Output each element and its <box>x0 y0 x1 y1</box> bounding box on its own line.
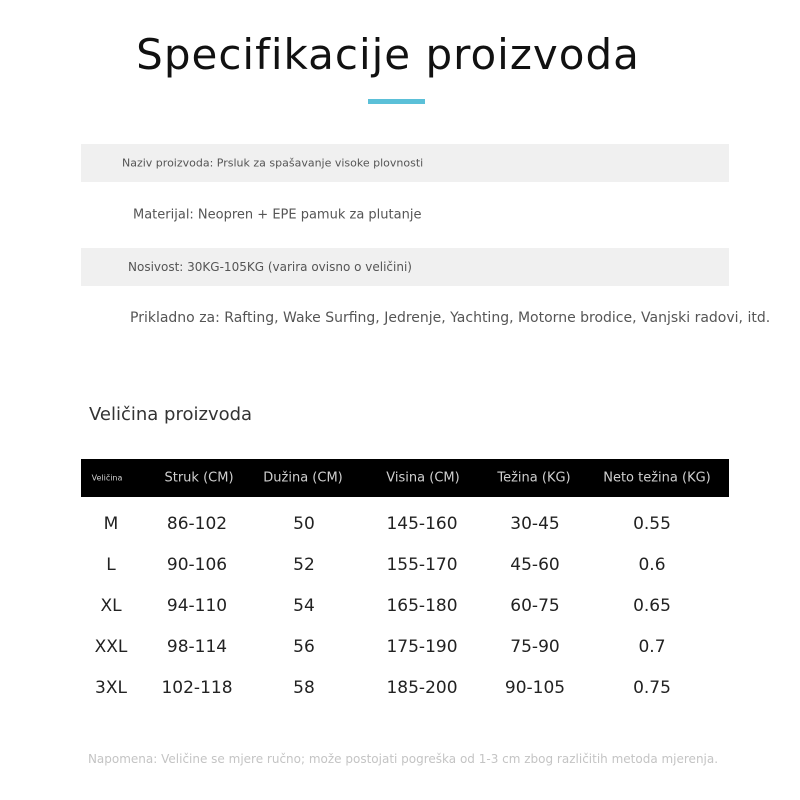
header-weight: Težina (KG) <box>497 470 571 486</box>
table-cell: 75-90 <box>510 637 560 657</box>
spec-row-material <box>81 196 729 234</box>
header-net-weight: Neto težina (KG) <box>603 470 711 486</box>
table-cell: 56 <box>293 637 315 657</box>
table-cell: 185-200 <box>386 678 458 698</box>
table-cell: 3XL <box>95 678 127 698</box>
table-cell: 86-102 <box>166 514 228 534</box>
table-cell: 90-106 <box>166 555 228 575</box>
title-accent-bar <box>368 99 425 104</box>
table-cell: 102-118 <box>161 678 233 698</box>
table-cell: 0.75 <box>633 678 671 698</box>
table-cell: 155-170 <box>386 555 458 575</box>
table-cell: 165-180 <box>386 596 458 616</box>
spec-row-name <box>81 144 729 182</box>
page-title: Specifikacije proizvoda <box>136 30 640 79</box>
table-cell: 90-105 <box>504 678 566 698</box>
table-cell: 0.7 <box>638 637 666 657</box>
table-cell: XL <box>100 596 122 616</box>
table-cell: 145-160 <box>386 514 458 534</box>
table-cell: XXL <box>94 637 128 657</box>
header-waist: Struk (CM) <box>164 470 234 486</box>
table-cell: L <box>106 555 116 575</box>
table-cell: 98-114 <box>166 637 228 657</box>
spec-product-name: Naziv proizvoda: Prsluk za spašavanje visoke plovnosti <box>122 156 424 170</box>
table-cell: 50 <box>293 514 315 534</box>
table-cell: 175-190 <box>386 637 458 657</box>
spec-capacity: Nosivost: 30KG-105KG (varira ovisno o veličini) <box>128 260 412 274</box>
size-table-header <box>81 459 729 497</box>
table-cell: 0.6 <box>638 555 666 575</box>
table-cell: 0.65 <box>633 596 671 616</box>
spec-row-suitable <box>81 299 771 337</box>
header-size: Veličina <box>91 473 123 483</box>
measurement-note: Napomena: Veličine se mjere ručno; može postojati pogreška od 1-3 cm zbog različitih metoda mjerenja. <box>87 752 719 766</box>
table-cell: 60-75 <box>510 596 560 616</box>
spec-material: Materijal: Neopren + EPE pamuk za plutanje <box>133 207 422 223</box>
table-cell: M <box>103 514 119 534</box>
spec-suitable-for: Prikladno za: Rafting, Wake Surfing, Jedrenje, Yachting, Motorne brodice, Vanjski radovi, itd. <box>130 310 771 326</box>
table-cell: 45-60 <box>510 555 560 575</box>
table-cell: 0.55 <box>633 514 671 534</box>
table-cell: 30-45 <box>510 514 560 534</box>
header-length: Dužina (CM) <box>263 470 343 486</box>
spec-row-capacity <box>81 248 729 286</box>
table-cell: 58 <box>293 678 315 698</box>
header-height: Visina (CM) <box>386 470 460 486</box>
table-cell: 94-110 <box>166 596 228 616</box>
size-section-title: Veličina proizvoda <box>89 404 253 425</box>
table-cell: 52 <box>293 555 315 575</box>
table-cell: 54 <box>293 596 315 616</box>
